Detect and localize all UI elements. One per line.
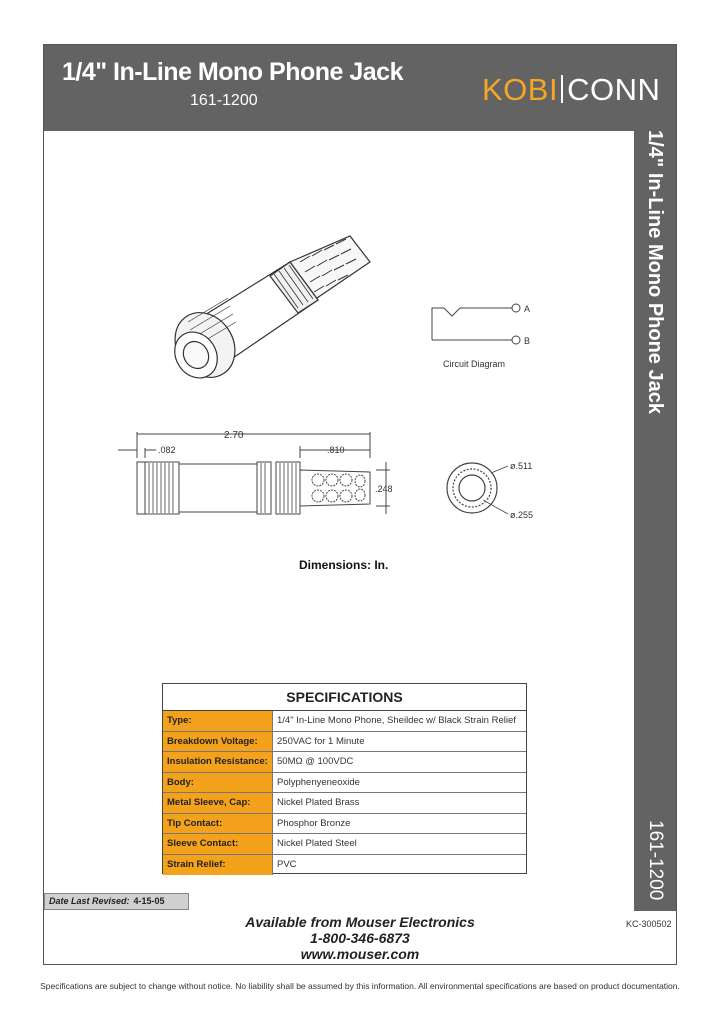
jack-illustration-icon bbox=[163, 236, 370, 389]
specifications-table bbox=[162, 683, 527, 874]
mouser-availability: Available from Mouser Electronics bbox=[245, 914, 475, 930]
spec-value: Polyphenyeneoxide bbox=[277, 776, 360, 788]
spec-value: 1/4" In-Line Mono Phone, Sheildec w/ Black Strain Relief bbox=[277, 715, 516, 726]
revision-label: Date Last Revised: bbox=[49, 896, 130, 906]
spec-row bbox=[163, 855, 526, 876]
relief-length-label: .810 bbox=[327, 445, 345, 455]
spec-label: Insulation Resistance: bbox=[163, 752, 273, 772]
spec-row bbox=[163, 752, 526, 773]
spec-label: Breakdown Voltage: bbox=[163, 732, 273, 752]
sidebar-title: 1/4" In-Line Mono Phone Jack bbox=[644, 130, 666, 414]
logo-kobi: KOBI bbox=[482, 72, 559, 107]
revision-box bbox=[44, 893, 189, 910]
spec-value: 50MΩ @ 100VDC bbox=[277, 756, 354, 767]
spec-row bbox=[163, 773, 526, 794]
spec-value: Nickel Plated Steel bbox=[277, 838, 357, 849]
mouser-phone: 1-800-346-6873 bbox=[310, 930, 410, 946]
spec-row bbox=[163, 793, 526, 814]
mouser-block bbox=[0, 914, 720, 962]
overall-length-label: 2.70 bbox=[224, 430, 244, 441]
spec-value: Nickel Plated Brass bbox=[277, 797, 360, 808]
specifications-heading: SPECIFICATIONS bbox=[163, 684, 526, 711]
mouser-url[interactable]: www.mouser.com bbox=[300, 946, 420, 962]
relief-height-label: .248 bbox=[375, 484, 393, 494]
spec-row bbox=[163, 711, 526, 732]
inner-diameter-label: ø.255 bbox=[510, 510, 534, 520]
spec-row bbox=[163, 834, 526, 855]
spec-label: Type: bbox=[163, 711, 273, 731]
spec-label: Strain Relief: bbox=[163, 855, 273, 876]
outer-diameter-label: ø.511 bbox=[510, 461, 533, 471]
spec-label: Body: bbox=[163, 773, 273, 793]
circuit-diagram-icon bbox=[432, 304, 520, 344]
sidebar-part-number: 161-1200 bbox=[645, 820, 666, 901]
dimensions-caption: Dimensions: In. bbox=[299, 558, 389, 572]
circuit-diagram-caption: Circuit Diagram bbox=[443, 359, 506, 369]
document-code: KC-300502 bbox=[626, 919, 672, 929]
spec-label: Metal Sleeve, Cap: bbox=[163, 793, 273, 813]
cap-length-label: .082 bbox=[158, 445, 176, 455]
header-part-number: 161-1200 bbox=[190, 92, 258, 109]
end-view-drawing-icon bbox=[447, 463, 508, 514]
spec-value: 250VAC for 1 Minute bbox=[277, 735, 365, 747]
revision-date: 4-15-05 bbox=[133, 896, 165, 906]
spec-label: Tip Contact: bbox=[163, 814, 273, 834]
spec-row bbox=[163, 814, 526, 835]
spec-value: PVC bbox=[277, 858, 297, 870]
page-title: 1/4" In-Line Mono Phone Jack bbox=[62, 58, 403, 86]
spec-label: Sleeve Contact: bbox=[163, 834, 273, 854]
terminal-b-label: B bbox=[524, 336, 531, 346]
spec-row bbox=[163, 732, 526, 753]
spec-value: Phosphor Bronze bbox=[277, 817, 351, 829]
legal-footnote: Specifications are subject to change without notice. No liability shall be assumed by this information. All environmental specifications are based on product documentation. bbox=[40, 981, 680, 991]
terminal-a-label: A bbox=[524, 304, 531, 314]
logo-conn: CONN bbox=[567, 72, 661, 107]
